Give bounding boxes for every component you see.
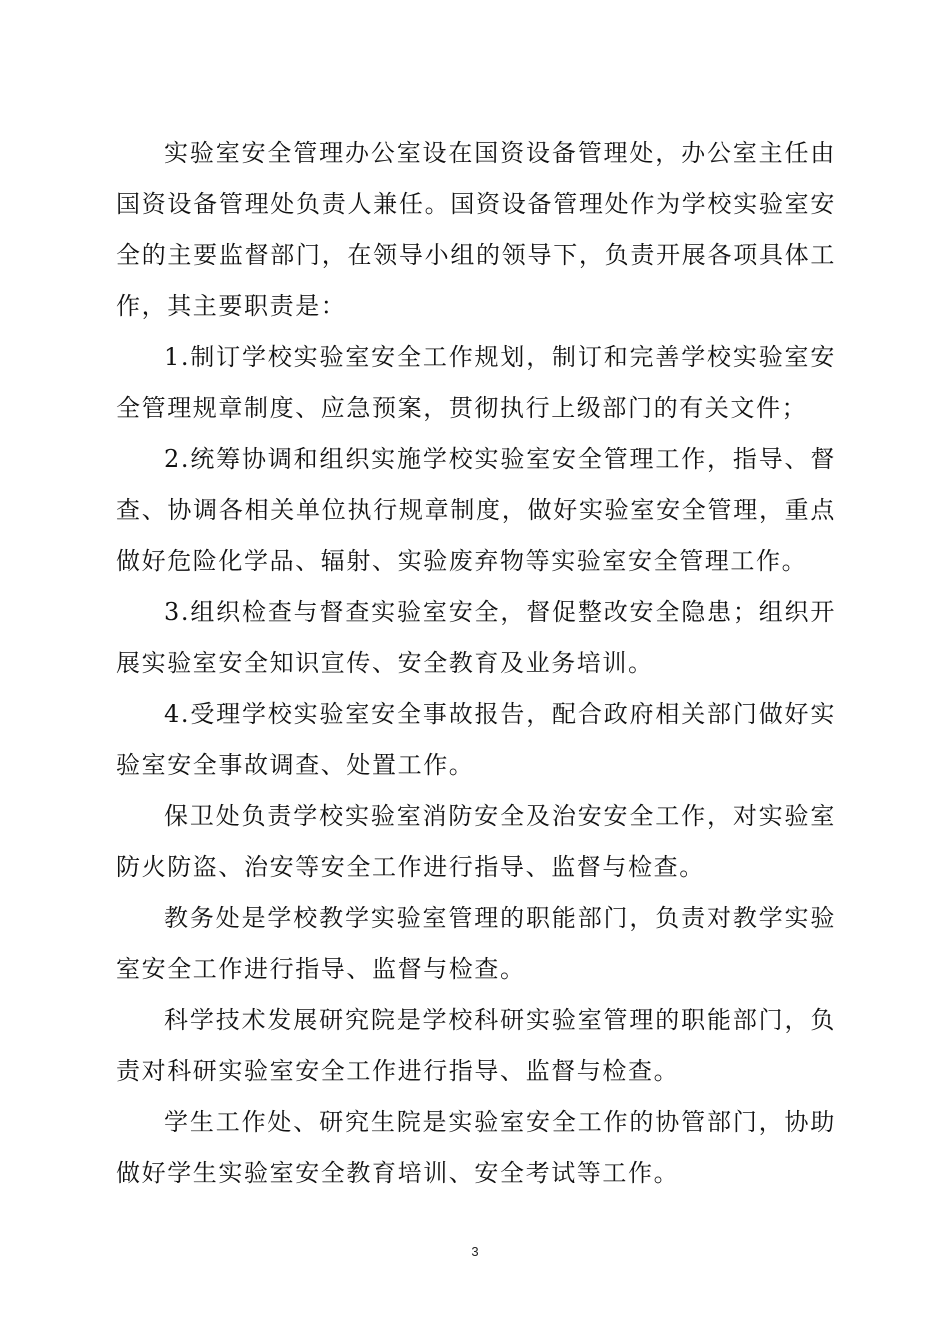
paragraph-security-office: 保卫处负责学校实验室消防安全及治安安全工作，对实验室防火防盗、治安等安全工作进行指导、监督与检查。 (116, 802, 836, 881)
paragraph-duty-1: 1.制订学校实验室安全工作规划，制订和完善学校实验室安全管理规章制度、应急预案，贯彻执行上级部门的有关文件； (116, 343, 836, 422)
paragraph-research-institute: 科学技术发展研究院是学校科研实验室管理的职能部门，负责对科研实验室安全工作进行指导、监督与检查。 (116, 1006, 836, 1085)
page-number: 3 (471, 1244, 479, 1259)
paragraph-academic-affairs: 教务处是学校教学实验室管理的职能部门，负责对教学实验室安全工作进行指导、监督与检查。 (116, 904, 836, 983)
paragraph-student-affairs: 学生工作处、研究生院是实验室安全工作的协管部门，协助做好学生实验室安全教育培训、安全考试等工作。 (116, 1108, 836, 1187)
paragraph-lab-safety-office: 实验室安全管理办公室设在国资设备管理处，办公室主任由国资设备管理处负责人兼任。国资设备管理处作为学校实验室安全的主要监督部门，在领导小组的领导下，负责开展各项具体工作，其主要职责是： (116, 139, 836, 320)
paragraph-duty-2: 2.统筹协调和组织实施学校实验室安全管理工作，指导、督查、协调各相关单位执行规章制度，做好实验室安全管理，重点做好危险化学品、辐射、实验废弃物等实验室安全管理工作。 (116, 445, 836, 575)
paragraph-duty-3: 3.组织检查与督查实验室安全，督促整改安全隐患；组织开展实验室安全知识宣传、安全教育及业务培训。 (116, 598, 836, 677)
paragraph-duty-4: 4.受理学校实验室安全事故报告，配合政府相关部门做好实验室安全事故调查、处置工作。 (116, 700, 836, 779)
document-body (116, 128, 836, 1199)
